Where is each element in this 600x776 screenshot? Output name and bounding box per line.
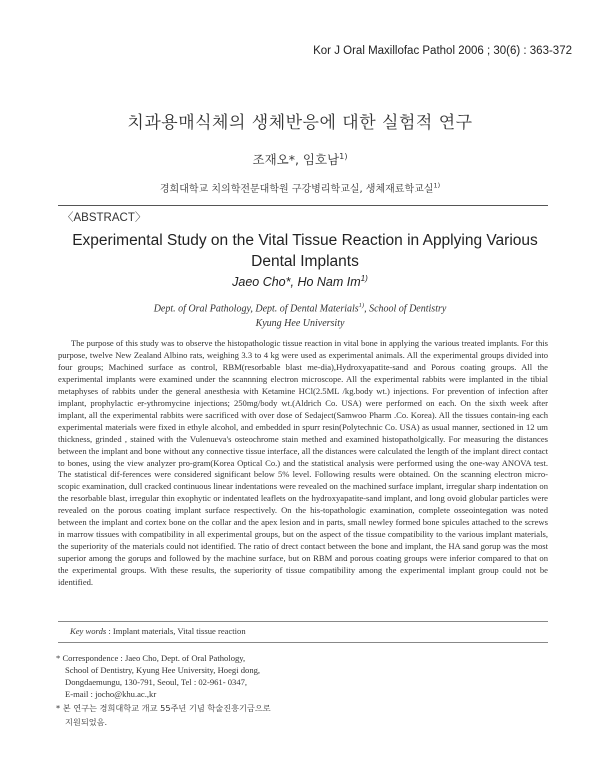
korean-authors-names: 조재오*, 임호남 — [252, 152, 340, 167]
english-title-line2: Dental Implants — [251, 253, 359, 270]
keywords-label: Key words — [70, 626, 107, 636]
korean-authors-sup: 1) — [339, 150, 348, 161]
keywords-text: : Implant materials, Vital tissue reaction — [108, 626, 246, 636]
english-affiliation-line2: Kyung Hee University — [255, 318, 345, 330]
english-affiliation-sup: 1) — [358, 302, 365, 309]
keywords-divider-top — [58, 621, 548, 622]
correspondence-line1: * Correspondence : Jaeo Cho, Dept. of Oral Pathology, — [56, 653, 246, 663]
english-authors — [0, 274, 600, 289]
english-affiliation-school: , School of Dentistry — [364, 303, 447, 315]
correspondence-footnote — [56, 652, 316, 728]
section-divider-top — [58, 205, 548, 206]
journal-citation: Kor J Oral Maxillofac Pathol 2006 ; 30(6) : 363-372 — [313, 45, 572, 57]
korean-affiliation-sup: 1) — [433, 181, 441, 190]
korean-title: 치과용매식체의 생체반응에 대한 실험적 연구 — [127, 113, 473, 133]
correspondence-line3: Dongdaemungu, 130-791, Seoul, Tel : 02-961- 0347, — [65, 677, 248, 687]
correspondence-line2: School of Dentistry, Kyung Hee University, Hoegi dong, — [65, 665, 261, 675]
english-affiliation-line1 — [0, 298, 600, 316]
english-affiliation-dept: Dept. of Oral Pathology, Dept. of Dental Materials — [153, 303, 359, 315]
correspondence-line4: E-mail : jocho@khu.ac.,kr — [65, 689, 157, 699]
support-line2: 지원되었음. — [65, 717, 108, 727]
korean-authors — [0, 150, 600, 168]
english-affiliation — [0, 298, 600, 331]
english-title — [60, 230, 550, 272]
support-line1: * 본 연구는 경희대학교 개교 55주년 기념 학술진흥기금으로 — [56, 703, 271, 713]
english-authors-names: Jaeo Cho*, Ho Nam Im — [232, 275, 361, 290]
keywords-divider-bottom — [58, 642, 548, 643]
korean-affiliation-text: 경희대학교 치의학전문대학원 구강병리학교실, 생체재료학교실 — [159, 184, 434, 195]
abstract-body: The purpose of this study was to observe the histopathologic tissue reaction in vital bone in applying the various treated implants. For this purpose, twelve New Zealand Albino rats, weighing 3.3 to 4 kg were used as experimental animals. All the experimental groups divided into four groups; Machined surface as control, RBM(resorbable blast me-dia),Hydroxyapatite-sand and Porous coating groups. All the experimental implants were examined under the scannning electron microscope. All the experimental rabbits were implanted in the tibial metaphyses of rabbits under the general anesthesia with Ketamine HCl(2.5ML /kg.body wt.) injections. For prevention of infection after implant, prophylactic er-ythromycine injections; 250mg/body wt.(Aldrich Co. USA) were performed on each. On the sixth week after implant, all the experimental rabbits were sacrificed with over dose of Sedaject(Samwoo Pharm .Co. Korea). All the tissues contain-ing each experimental materials were fixed in ethyle alcohol, and embedded in spurr resin(Polytechnic Co. USA) as usual manner, sectioned in 12 um thickness, grinded , stained with the Vulenueva's osteochrome stain methed and examined histopatholgically. For measuring the distances between the implant and bone without any connective tissue interface, all the distances were calculated the length of the implant direct contact to bones, using the view analyzer pro-gram(Korea Optical Co.) and the statistical analysis were performed using the one-way ANOVA test. The statistical dif-ferences were considered significant below 5% level. Following results were obtained. On the scanning electron micro-scopic examination, dull cracked continuous linear indentations were revealed on the machined surface implant, irregular sharp indentation on the resorbable blast, irregular thin exophytic or indentated leaflets on the hydroxyapatite-sand implant, and long ovoid globular particles were revealed on the porous coating implant surface respectively. On the his-topathologic examination, complete osseointegation was noted between the implant and cortex bone on the collar and the apex lesion and in parts, small newley formed bone spicules attached to the screws in marrow tissues with compatibility in all experimental groups, but on the aspect of the tissue compatibility to the various implant materials, the superiority of the materials could not identified. The ratio of drect contact between the bone and implant, the HA sand gorup was the most superior among the gorups and followed by the machine surface, but on RBM and porous coating groups were inferior compared to that on the experimental groups. With these results, the superiority of tissue compatibility among the experimental implant group could not be identified. — [58, 338, 548, 588]
english-authors-sup: 1) — [360, 274, 368, 283]
english-title-line1: Experimental Study on the Vital Tissue Reaction in Applying Various — [72, 232, 538, 249]
keywords — [70, 626, 246, 636]
abstract-label: 〈ABSTRACT〉 — [62, 212, 147, 224]
korean-affiliation — [0, 180, 600, 195]
